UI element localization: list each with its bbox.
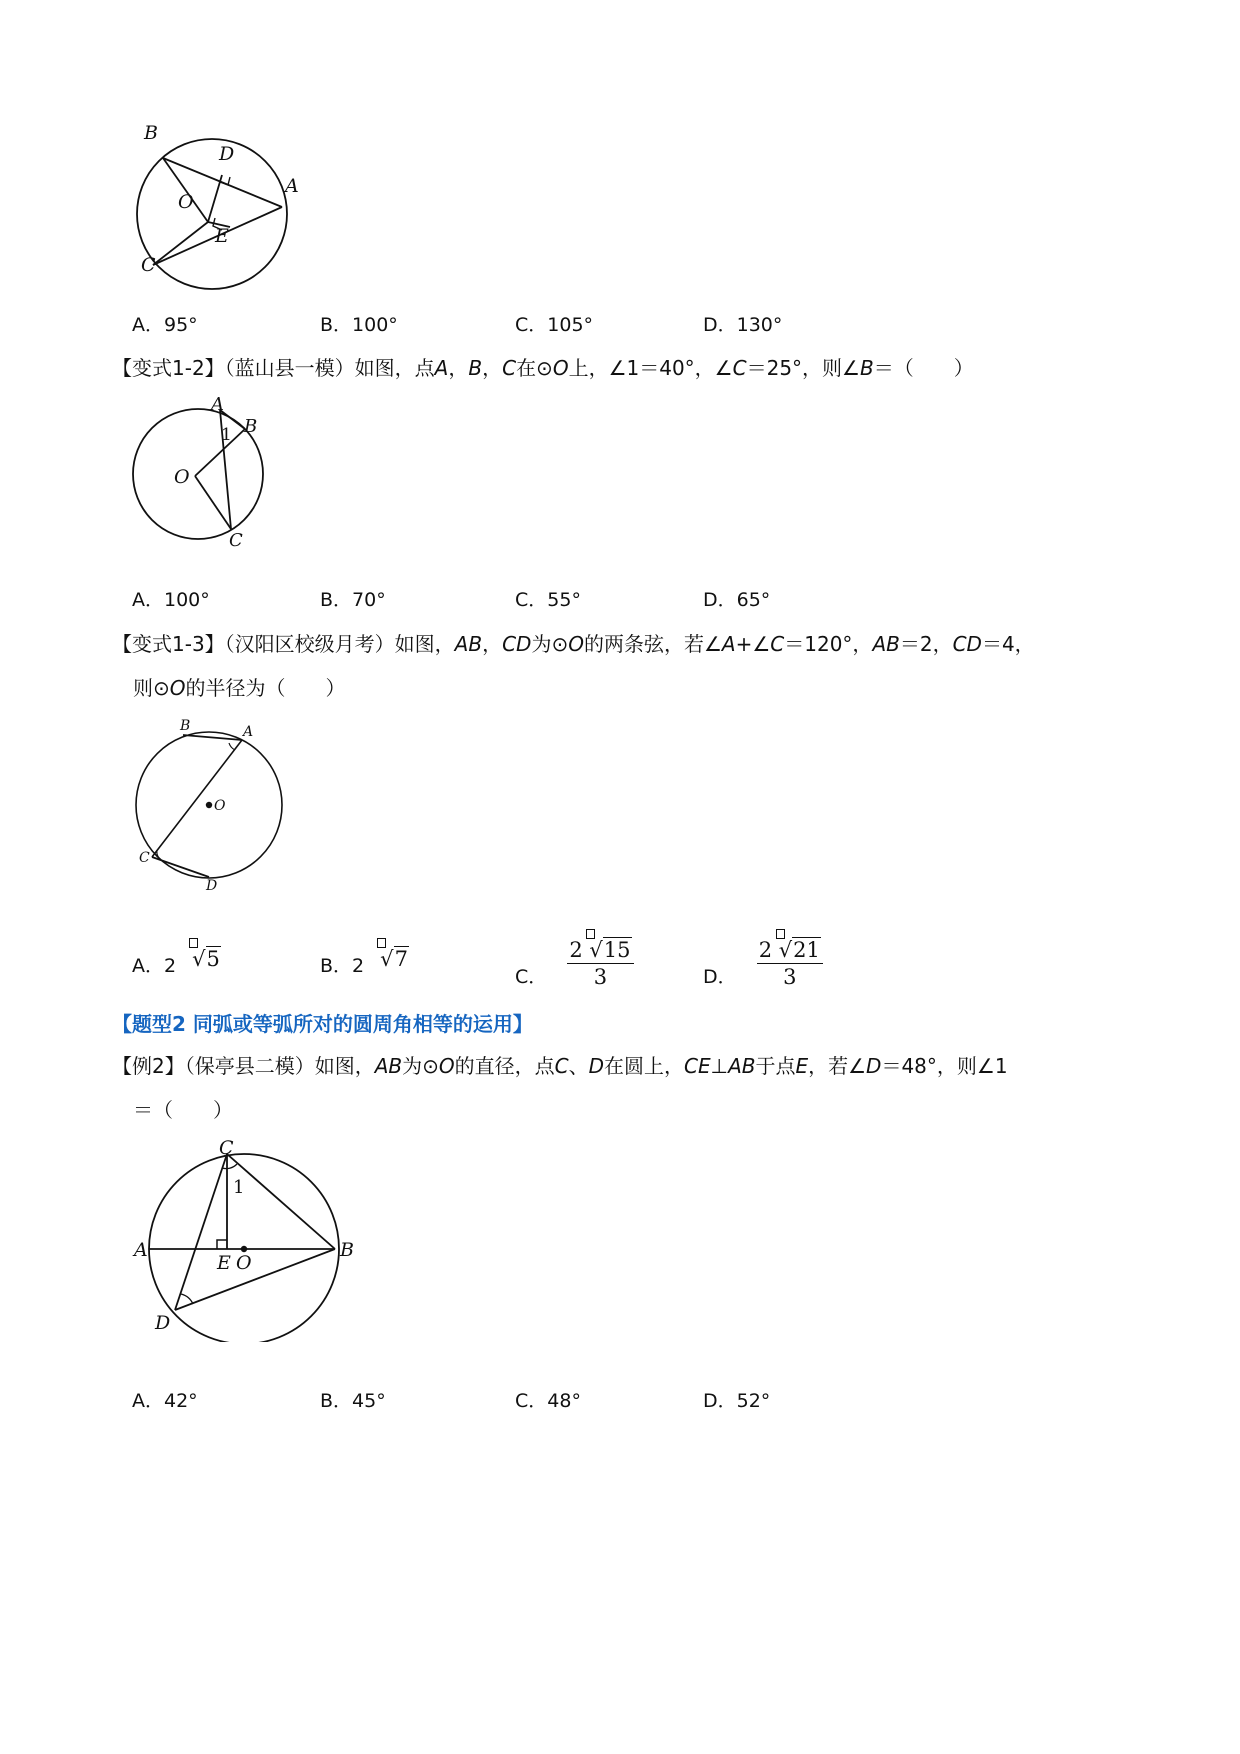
ex2-option-c[interactable]: C．48° [515,1390,581,1412]
ex2-question-text: 【例2】（保亭县二模）如图，AB为⊙O的直径，点C、D在圆上，CE⊥AB于点E，若∠D＝48°，则∠1 [112,1054,1008,1078]
q2-tag: 【变式1-2】 [112,356,225,380]
q2-option-a[interactable]: A．100° [132,589,210,611]
fig3-label-C: C [139,850,150,866]
fig3-label-O: O [214,798,226,814]
figure-2-circle-diagram [125,392,275,557]
fig4-label-E: E [217,1252,231,1274]
fig3-label-D: D [206,878,218,894]
fig2-label-O: O [174,466,190,488]
q3-option-a[interactable]: A．2 √5 [132,951,221,980]
q2-option-b[interactable]: B．70° [320,589,386,611]
ex2-option-d[interactable]: D．52° [703,1390,771,1412]
fig4-label-B: B [340,1239,354,1261]
figure-4-circle-diagram [125,1132,365,1342]
q2-option-d[interactable]: D．65° [703,589,771,611]
q1-option-c[interactable]: C．105° [515,314,594,336]
q2-option-c[interactable]: C．55° [515,589,581,611]
q3-option-d[interactable]: D． 2 √21 3 [703,937,823,990]
q3-option-c-fraction: 2 √15 3 [567,937,633,990]
fig4-label-O: O [236,1252,252,1274]
ex2-tag: 【例2】 [112,1054,185,1078]
q3-option-c[interactable]: C． 2 √15 3 [515,937,634,990]
fig1-label-B: B [144,122,158,144]
fig3-label-B: B [180,718,191,734]
q3-question-text-line2: 则⊙O的半径为（ ） [133,676,346,700]
fig4-label-A: A [134,1239,148,1261]
q1-option-a[interactable]: A．95° [132,314,198,336]
section-2-heading: 【题型2 同弧或等弧所对的圆周角相等的运用】 [112,1012,533,1036]
ex2-option-a[interactable]: A．42° [132,1390,198,1412]
q3-tag: 【变式1-3】 [112,632,225,656]
figure-3-circle-diagram [125,712,295,897]
ex2-option-b[interactable]: B．45° [320,1390,386,1412]
fig3-label-A: A [243,724,254,740]
q3-option-a-radical: √5 [192,947,221,971]
q2-question-text: 【变式1-2】（蓝山县一模）如图，点A，B，C在⊙O上，∠1＝40°，∠C＝25°，则∠B＝（ ） [112,356,974,380]
q3-option-b-radical: √7 [380,947,409,971]
fig4-label-1: 1 [233,1177,245,1198]
fig2-label-C: C [229,530,243,551]
q3-question-text: 【变式1-3】（汉阳区校级月考）如图，AB，CD为⊙O的两条弦，若∠A+∠C＝120°，AB＝2，CD＝4， [112,632,1035,656]
q1-option-b[interactable]: B．100° [320,314,398,336]
q3-option-d-fraction: 2 √21 3 [757,937,823,990]
fig1-label-O: O [178,191,194,213]
fig1-label-A: A [285,175,299,197]
fig2-label-A: A [211,394,224,415]
fig1-label-E: E [215,225,229,247]
fig4-label-C: C [219,1137,234,1159]
q3-option-b[interactable]: B．2 √7 [320,951,409,980]
fig1-label-C: C [141,254,156,276]
ex2-question-text-line2: ＝（ ） [133,1098,233,1122]
fig4-label-D: D [155,1312,171,1334]
figure-1-circle-diagram [130,120,330,310]
q1-option-d[interactable]: D．130° [703,314,783,336]
fig1-label-D: D [219,143,235,165]
fig2-label-B: B [244,416,258,437]
fig2-label-1: 1 [221,425,232,445]
